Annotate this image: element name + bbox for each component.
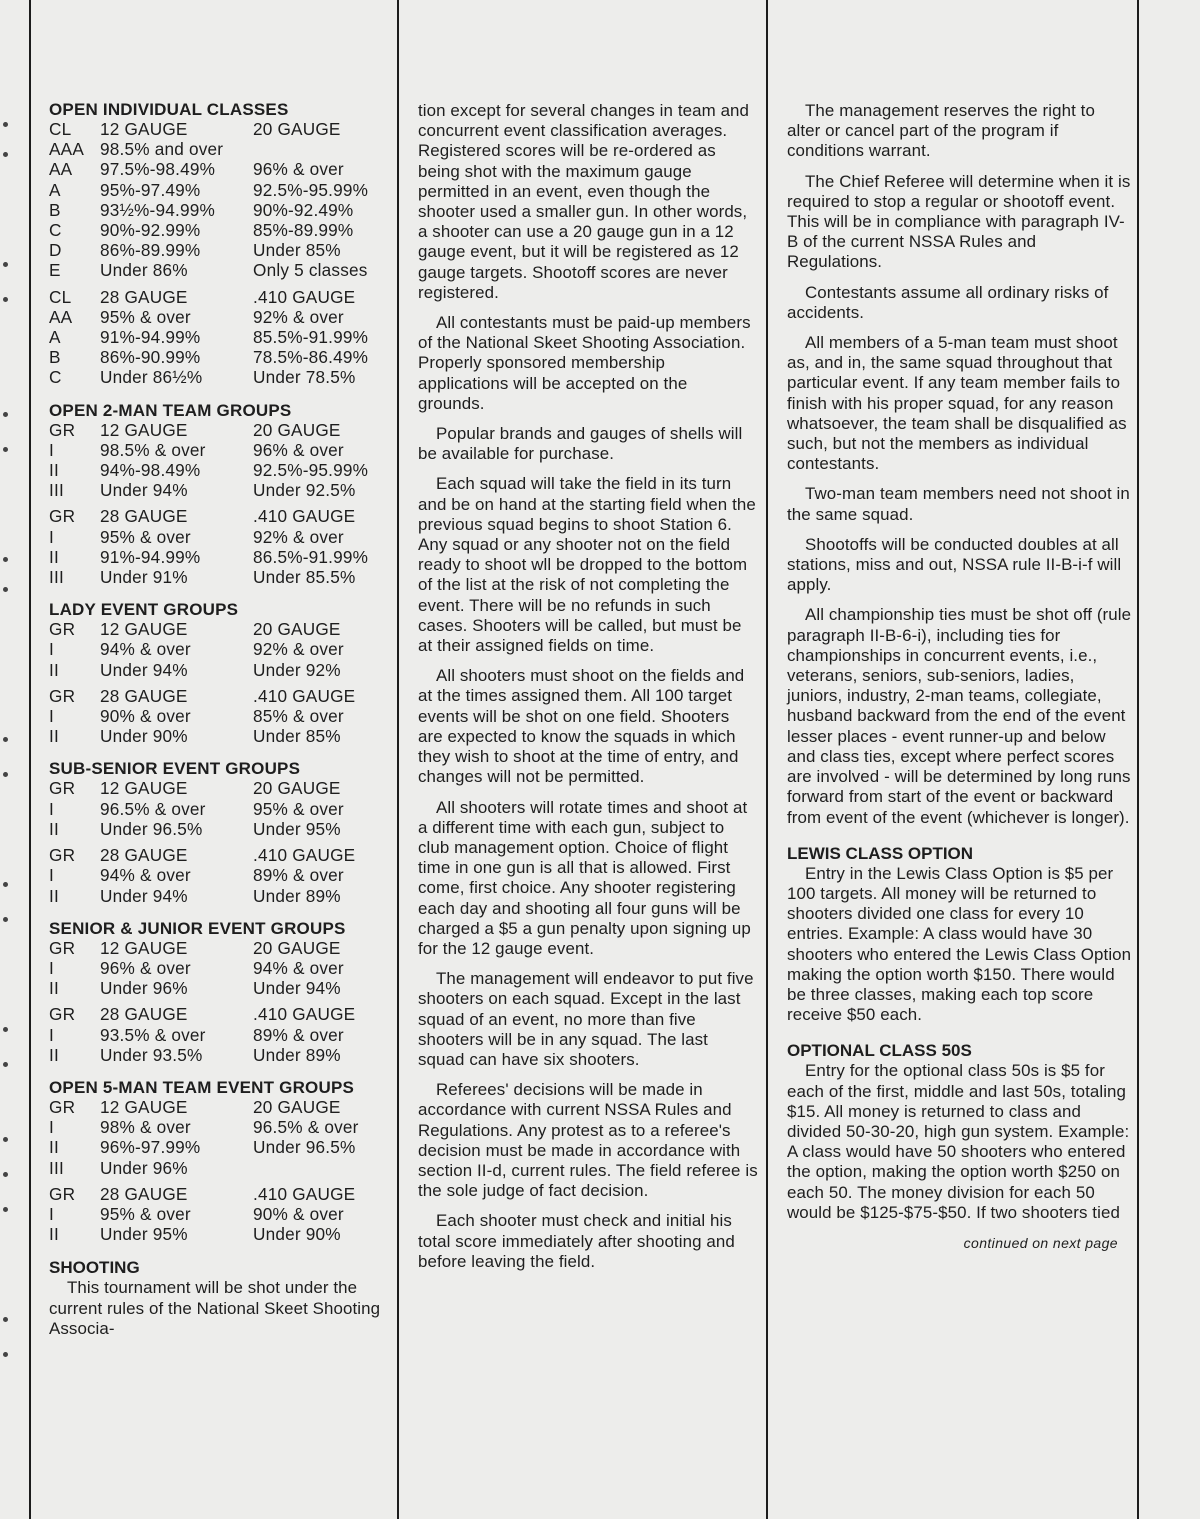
- table-row: [49, 527, 394, 547]
- table-row: [49, 726, 394, 746]
- table-cell: 86%-90.99%: [100, 347, 201, 368]
- table-cell: Under 95%: [253, 818, 341, 839]
- table-row: [49, 819, 394, 839]
- table-cell: Under 96%: [100, 978, 188, 999]
- table-cell: GR: [49, 419, 76, 440]
- paragraph: Popular brands and gauges of shells will be available for purchase.: [418, 424, 743, 464]
- table-cell: Under 89%: [253, 885, 341, 906]
- table-cell: II: [49, 460, 59, 481]
- table-cell: C: [49, 367, 62, 388]
- table-cell: 96%-97.99%: [100, 1137, 201, 1158]
- table-cell: 89% & over: [253, 1024, 344, 1045]
- table-cell: II: [49, 659, 59, 680]
- table-cell: I: [49, 865, 54, 886]
- table-row: [49, 639, 394, 659]
- table-cell: 90% & over: [253, 1203, 344, 1224]
- table-cell: A: [49, 179, 61, 200]
- class-table: [49, 420, 394, 501]
- column-rule-center-left: [397, 0, 399, 1519]
- table-cell: .410 GAUGE: [253, 845, 356, 866]
- table-cell: 20 GAUGE: [253, 778, 341, 799]
- table-cell: 93½%-94.99%: [100, 199, 215, 220]
- table-row: [49, 865, 394, 885]
- table-row: [49, 778, 394, 798]
- table-cell: Under 96.5%: [100, 818, 203, 839]
- table-cell: II: [49, 1137, 59, 1158]
- table-row: [49, 619, 394, 639]
- optional-text: Entry for the optional class 50s is $5 for each of the first, middle and last 50s, totaling $15. All money is returned to class and divided 50-30-20, high gun system. Example: A class would have 50 shooters who entered the option, making the option worth $250 on each 50. The money division for each 50 would be $125-$75-$50. If two shooters tied: [787, 1061, 1130, 1222]
- table-cell: Under 92.5%: [253, 480, 356, 501]
- table-row: [49, 287, 394, 307]
- paragraph: The management will endeavor to put five shooters on each squad. Except in the last squad of an event, no more than five shooters will be in any squad. The last squad can have six shooters.: [418, 969, 754, 1069]
- table-row: [49, 200, 394, 220]
- table-cell: 12 GAUGE: [100, 1096, 188, 1117]
- table-cell: III: [49, 567, 64, 588]
- class-table: [49, 619, 394, 680]
- table-cell: 96% & over: [100, 957, 191, 978]
- table-cell: 96.5% & over: [253, 1117, 359, 1138]
- table-cell: B: [49, 199, 61, 220]
- section-heading: OPEN INDIVIDUAL CLASSES: [49, 100, 289, 119]
- table-cell: 90%-92.49%: [253, 199, 354, 220]
- table-cell: 85.5%-91.99%: [253, 327, 369, 348]
- paragraph: The management reserves the right to alter or cancel part of the program if conditions warrant.: [787, 101, 1095, 161]
- table-cell: 94% & over: [100, 865, 191, 886]
- table-cell: I: [49, 1024, 54, 1045]
- table-row: [49, 660, 394, 680]
- table-row: [49, 180, 394, 200]
- table-cell: GR: [49, 937, 76, 958]
- table-cell: III: [49, 1157, 64, 1178]
- table-cell: 28 GAUGE: [100, 286, 188, 307]
- table-row: [49, 506, 394, 526]
- table-cell: 94% & over: [100, 639, 191, 660]
- table-row: [49, 1137, 394, 1157]
- table-cell: 92.5%-95.99%: [253, 179, 369, 200]
- table-row: [49, 706, 394, 726]
- table-cell: II: [49, 726, 59, 747]
- table-cell: 12 GAUGE: [100, 937, 188, 958]
- paragraph: Shootoffs will be conducted doubles at all stations, miss and out, NSSA rule II-B-i-f will apply.: [787, 534, 1122, 595]
- table-cell: GR: [49, 506, 76, 527]
- table-cell: GR: [49, 685, 76, 706]
- class-section: [49, 760, 394, 905]
- table-cell: 92.5%-95.99%: [253, 460, 369, 481]
- table-cell: 85% & over: [253, 706, 344, 727]
- table-cell: 90%-92.99%: [100, 220, 201, 241]
- paragraph: tion except for several changes in team and concurrent event classification averages. Registered scores will be re-ordered as being shot with the maximum gauge permitted in an event, even though the shooter used a smaller gun. In other words, a shooter can use a 20 gauge gun in a 12 gauge event, but it will be registered as 12 gauge targets. Shootoff scores are never registered.: [418, 101, 750, 302]
- table-cell: 92% & over: [253, 306, 344, 327]
- table-cell: 98% & over: [100, 1117, 191, 1138]
- table-cell: Under 85.5%: [253, 567, 356, 588]
- table-cell: 90% & over: [100, 706, 191, 727]
- table-row: [49, 159, 394, 179]
- section-heading: OPEN 5-MAN TEAM EVENT GROUPS: [49, 1077, 355, 1097]
- table-cell: Under 90%: [253, 1224, 341, 1245]
- table-cell: 28 GAUGE: [100, 506, 188, 527]
- table-cell: I: [49, 639, 54, 660]
- table-cell: 95% & over: [100, 526, 191, 547]
- table-row: [49, 440, 394, 460]
- table-cell: 97.5%-98.49%: [100, 159, 216, 180]
- column-rule-right: [1137, 0, 1139, 1519]
- table-row: [49, 686, 394, 706]
- table-cell: Under 96%: [100, 1157, 188, 1178]
- table-cell: 91%-94.99%: [100, 327, 201, 348]
- table-row: [49, 1184, 394, 1204]
- column-rule-left: [29, 0, 31, 1519]
- section-heading: SUB-SENIOR EVENT GROUPS: [49, 759, 301, 779]
- table-cell: 28 GAUGE: [100, 685, 188, 706]
- table-cell: 92% & over: [253, 639, 344, 660]
- table-cell: CL: [49, 119, 72, 139]
- table-row: [49, 240, 394, 260]
- table-cell: Under 85%: [253, 240, 341, 261]
- column-rule-center-right: [766, 0, 768, 1519]
- shooting-text: This tournament will be shot under the current rules of the National Skeet Shooting Associa-: [49, 1278, 381, 1338]
- table-cell: C: [49, 220, 62, 241]
- table-cell: A: [49, 327, 61, 348]
- table-row: [49, 220, 394, 240]
- table-row: [49, 1025, 394, 1045]
- table-cell: 85%-89.99%: [253, 220, 354, 241]
- table-cell: 92% & over: [253, 526, 344, 547]
- table-cell: II: [49, 546, 59, 567]
- table-cell: 94%-98.49%: [100, 460, 201, 481]
- table-cell: Under 78.5%: [253, 367, 356, 388]
- table-row: [49, 119, 394, 139]
- table-cell: .410 GAUGE: [253, 506, 356, 527]
- table-cell: Under 94%: [100, 659, 188, 680]
- table-row: [49, 567, 394, 587]
- table-cell: Under 90%: [100, 726, 188, 747]
- table-cell: I: [49, 1117, 54, 1138]
- class-table: [49, 845, 394, 906]
- class-table: [49, 1097, 394, 1178]
- table-row: [49, 886, 394, 906]
- class-table: [49, 1184, 394, 1245]
- lewis-heading: LEWIS CLASS OPTION: [787, 843, 974, 863]
- table-row: [49, 347, 394, 367]
- table-row: [49, 1224, 394, 1244]
- table-row: [49, 327, 394, 347]
- column-classes: [49, 101, 394, 1349]
- table-row: [49, 1045, 394, 1065]
- class-table: [49, 778, 394, 839]
- table-cell: 20 GAUGE: [253, 619, 341, 640]
- table-row: [49, 547, 394, 567]
- class-table: [49, 1004, 394, 1065]
- class-section: [49, 402, 394, 588]
- column-policies: [787, 101, 1132, 1251]
- table-row: [49, 260, 394, 280]
- table-row: [49, 420, 394, 440]
- table-cell: 28 GAUGE: [100, 1183, 188, 1204]
- table-cell: GR: [49, 619, 76, 640]
- table-row: [49, 938, 394, 958]
- class-table: [49, 506, 394, 587]
- table-cell: 12 GAUGE: [100, 619, 188, 640]
- table-cell: 86.5%-91.99%: [253, 546, 369, 567]
- table-cell: I: [49, 1203, 54, 1224]
- table-cell: Under 92%: [253, 659, 341, 680]
- table-cell: I: [49, 706, 54, 727]
- table-row: [49, 799, 394, 819]
- table-cell: Only 5 classes: [253, 260, 368, 281]
- table-cell: 96.5% & over: [100, 798, 206, 819]
- table-cell: 20 GAUGE: [253, 937, 341, 958]
- paragraph: The Chief Referee will determine when it is required to stop a regular or shootoff event. This will be in compliance with paragraph IV-B of the current NSSA Rules and Regulations.: [787, 171, 1131, 272]
- class-table: [49, 686, 394, 747]
- class-table: [49, 938, 394, 999]
- class-table: [49, 119, 394, 281]
- table-cell: I: [49, 798, 54, 819]
- class-section: [49, 1079, 394, 1244]
- table-cell: Under 86½%: [100, 367, 203, 388]
- table-row: [49, 845, 394, 865]
- table-cell: Under 94%: [100, 885, 188, 906]
- optional-heading: OPTIONAL CLASS 50S: [787, 1041, 972, 1061]
- paragraph: Each shooter must check and initial his total score immediately after shooting and before leaving the field.: [418, 1211, 735, 1271]
- column-rules: [418, 101, 758, 1282]
- table-cell: 96% & over: [253, 159, 344, 180]
- paragraph: All shooters must shoot on the fields and at the times assigned them. All 100 target events will be shot on one field. Shooters are expected to know the squads in which they wish to shoot at the time of entry, and changes will not be permitted.: [418, 666, 745, 787]
- table-cell: 12 GAUGE: [100, 419, 188, 440]
- table-cell: .410 GAUGE: [253, 1004, 356, 1025]
- table-cell: 78.5%-86.49%: [253, 347, 369, 368]
- table-cell: III: [49, 480, 64, 501]
- table-cell: Under 85%: [253, 726, 341, 747]
- table-row: [49, 367, 394, 387]
- table-row: [49, 958, 394, 978]
- paragraph: Two-man team members need not shoot in the same squad.: [787, 484, 1130, 524]
- table-cell: [253, 1158, 394, 1178]
- table-cell: 20 GAUGE: [253, 419, 341, 440]
- table-cell: Under 91%: [100, 567, 188, 588]
- table-row: [49, 1117, 394, 1137]
- table-cell: Under 96.5%: [253, 1137, 356, 1158]
- table-row: [49, 460, 394, 480]
- table-cell: D: [49, 240, 62, 261]
- table-cell: AA: [49, 159, 73, 180]
- table-cell: Under 86%: [100, 260, 188, 281]
- paragraph: All championship ties must be shot off (rule paragraph II-B-6-i), including ties for championships in concurrent events, i.e., veterans, seniors, sub-seniors, ladies, juniors, industry, 2-man teams, collegiate, husband backward from the end of the event lesser places - event runner-up and below and class ties, except where perfect scores are involved - will be determined by long runs forward from start of the event or backward from event of the event (whichever is longer).: [787, 605, 1132, 827]
- table-cell: CL: [49, 286, 72, 307]
- table-cell: [253, 139, 394, 159]
- table-cell: 12 GAUGE: [100, 778, 188, 799]
- table-cell: Under 89%: [253, 1044, 341, 1065]
- shooting-heading: SHOOTING: [49, 1258, 140, 1278]
- table-cell: .410 GAUGE: [253, 286, 356, 307]
- paragraph: Contestants assume all ordinary risks of accidents.: [787, 282, 1109, 322]
- table-cell: GR: [49, 845, 76, 866]
- table-row: [49, 139, 394, 159]
- continued-note: continued on next page: [963, 1234, 1118, 1251]
- table-cell: 95%-97.49%: [100, 179, 201, 200]
- table-cell: AA: [49, 306, 73, 327]
- table-row: [49, 1004, 394, 1024]
- table-cell: Under 94%: [253, 978, 341, 999]
- table-cell: 91%-94.99%: [100, 546, 201, 567]
- table-cell: 93.5% & over: [100, 1024, 206, 1045]
- table-cell: GR: [49, 778, 76, 799]
- table-cell: 28 GAUGE: [100, 1004, 188, 1025]
- paragraph: All shooters will rotate times and shoot at a different time with each gun, subject to club management option. Choice of flight time in one gun is all that is allowed. First come, first choice. Any shooter registering each day and shooting all four guns will be charged a $5 a gun penalty upon signing up for the 12 gauge event.: [418, 797, 751, 958]
- table-cell: 20 GAUGE: [253, 119, 341, 139]
- table-cell: 98.5% & over: [100, 439, 206, 460]
- table-cell: II: [49, 978, 59, 999]
- table-cell: GR: [49, 1004, 76, 1025]
- table-cell: I: [49, 957, 54, 978]
- table-cell: 86%-89.99%: [100, 240, 201, 261]
- table-cell: .410 GAUGE: [253, 1183, 356, 1204]
- table-row: [49, 1158, 394, 1178]
- table-cell: B: [49, 347, 61, 368]
- table-cell: Under 94%: [100, 480, 188, 501]
- table-cell: II: [49, 1224, 59, 1245]
- table-cell: II: [49, 1044, 59, 1065]
- class-section: [49, 601, 394, 746]
- table-cell: 94% & over: [253, 957, 344, 978]
- section-heading: OPEN 2-MAN TEAM GROUPS: [49, 400, 292, 420]
- table-cell: .410 GAUGE: [253, 685, 356, 706]
- table-cell: 95% & over: [100, 306, 191, 327]
- section-heading: LADY EVENT GROUPS: [49, 600, 239, 620]
- class-section: [49, 920, 394, 1065]
- table-cell: 12 GAUGE: [100, 119, 188, 139]
- table-cell: II: [49, 885, 59, 906]
- table-row: [49, 1204, 394, 1224]
- table-cell: 20 GAUGE: [253, 1096, 341, 1117]
- paragraph: Referees' decisions will be made in accordance with current NSSA Rules and Regulations. Any protest as to a referee's decision must be made in accordance with section II-d, current rules. The field referee is the sole judge of fact decision.: [418, 1080, 758, 1201]
- paragraph: All members of a 5-man team must shoot as, and in, the same squad throughout that particular event. If any team member fails to finish with his proper squad, for any reason whatsoever, the team shall be disqualified as such, but not the members as individual contestants.: [787, 333, 1127, 474]
- table-cell: E: [49, 260, 61, 281]
- table-cell: I: [49, 439, 54, 460]
- table-row: [49, 1097, 394, 1117]
- table-cell: 98.5% and over: [100, 139, 224, 160]
- lewis-text: Entry in the Lewis Class Option is $5 per 100 targets. All money will be returned to shooters divided one class for every 10 entries. Example: A class would have 30 shooters who entered the Lewis Class Option making the option worth $150. There would be three classes, making each top score receive $50 each.: [787, 863, 1132, 1025]
- table-cell: Under 95%: [100, 1224, 188, 1245]
- paragraph: Each squad will take the field in its turn and be on hand at the starting field when the previous squad begins to shoot Station 6. Any squad or any shooter not on the field ready to shoot wll be dropped to the bottom of the list at the risk of not completing the event. There will be no refunds in such cases. Shooters will be called, but must be at their assigned fields on time.: [418, 474, 756, 656]
- class-section: [49, 101, 394, 388]
- table-cell: 95% & over: [253, 798, 344, 819]
- section-heading: SENIOR & JUNIOR EVENT GROUPS: [49, 918, 346, 938]
- table-row: [49, 978, 394, 998]
- table-row: [49, 480, 394, 500]
- table-cell: Under 93.5%: [100, 1044, 203, 1065]
- table-cell: I: [49, 526, 54, 547]
- table-cell: 28 GAUGE: [100, 845, 188, 866]
- paragraph: All contestants must be paid-up members of the National Skeet Shooting Association. Properly sponsored membership applications will be accepted on the grounds.: [418, 313, 751, 413]
- table-cell: II: [49, 818, 59, 839]
- table-cell: 95% & over: [100, 1203, 191, 1224]
- table-cell: 89% & over: [253, 865, 344, 886]
- table-cell: AAA: [49, 139, 84, 160]
- table-cell: GR: [49, 1096, 76, 1117]
- table-cell: GR: [49, 1183, 76, 1204]
- table-row: [49, 307, 394, 327]
- class-table: [49, 287, 394, 388]
- table-cell: 96% & over: [253, 439, 344, 460]
